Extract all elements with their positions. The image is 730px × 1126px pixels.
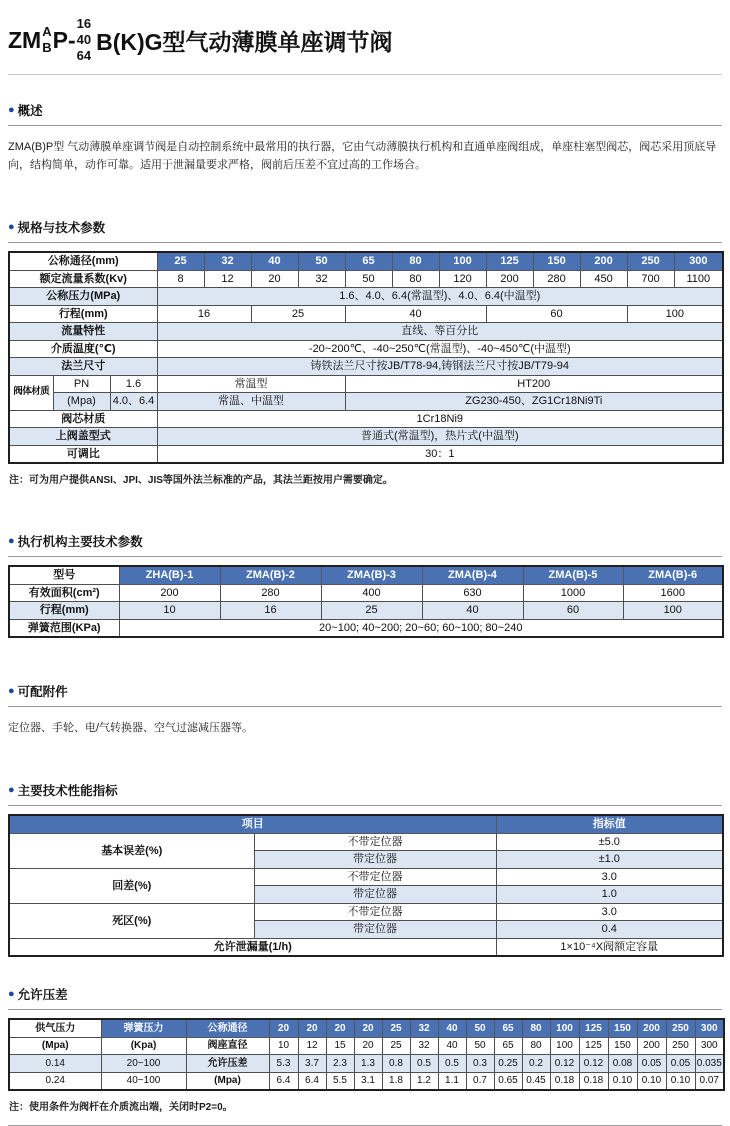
table-row [9, 428, 723, 446]
section-overview [8, 101, 722, 174]
table-cell: 80 [392, 270, 439, 288]
accessories-heading [8, 682, 722, 700]
table-row [9, 270, 723, 288]
table-cell: 带定位器 [254, 886, 496, 904]
bullet-icon: ● [8, 684, 15, 697]
table-cell: 50 [466, 1037, 494, 1055]
table-cell: 0.035 [695, 1055, 724, 1073]
table-cell: 型号 [9, 566, 119, 584]
table-cell: 20 [326, 1019, 354, 1037]
table-row [9, 1037, 724, 1055]
table-cell: 25 [321, 602, 422, 620]
table-cell: 1×10⁻⁴X阀额定容量 [496, 938, 723, 956]
table-cell: 1600 [623, 584, 723, 602]
overview-heading [8, 101, 722, 119]
section-accessories [8, 682, 722, 737]
table-cell: 5.5 [326, 1072, 354, 1090]
table-cell: 20 [354, 1019, 382, 1037]
table-cell: 280 [533, 270, 580, 288]
table-cell: ±5.0 [496, 833, 723, 851]
overview-heading-label: 概述 [17, 104, 43, 118]
table-cell: 0.07 [695, 1072, 724, 1090]
table-cell: 200 [637, 1037, 666, 1055]
table-cell: 带定位器 [254, 851, 496, 869]
table-cell: 额定流量系数(Kv) [9, 270, 157, 288]
table-cell: ZHA(B)-1 [119, 566, 220, 584]
table-cell: 300 [695, 1037, 724, 1055]
table-cell: 铸铁法兰尺寸按JB/T78-94,铸钢法兰尺寸按JB/T79-94 [157, 358, 723, 376]
table-cell: 20 [298, 1019, 326, 1037]
title-ab-b: B [42, 40, 52, 55]
table-cell: 200 [486, 270, 533, 288]
table-cell: 5.3 [269, 1055, 298, 1073]
table-cell: 流量特性 [9, 323, 157, 341]
table-cell: 65 [494, 1019, 522, 1037]
section-divider [8, 1009, 722, 1010]
table-cell: 250 [666, 1037, 695, 1055]
table-row [9, 833, 723, 851]
title-ab-stack [42, 24, 51, 57]
table-cell: 可调比 [9, 445, 157, 463]
table-cell: ZMA(B)-4 [422, 566, 523, 584]
table-cell: ZMA(B)-3 [321, 566, 422, 584]
table-cell: 0.3 [466, 1055, 494, 1073]
table-cell: 400 [321, 584, 422, 602]
bullet-icon: ● [8, 220, 15, 233]
table-cell: 100 [550, 1037, 579, 1055]
table-cell: 3.0 [496, 868, 723, 886]
table-cell: 700 [627, 270, 674, 288]
table-cell: 20 [251, 270, 298, 288]
section-specs [8, 218, 722, 486]
table-cell: 基本误差(%) [9, 833, 254, 868]
table-cell: 200 [637, 1019, 666, 1037]
table-cell: 0.18 [579, 1072, 608, 1090]
table-cell: 12 [204, 270, 251, 288]
table-cell: 有效面积(cm²) [9, 584, 119, 602]
table-cell: 1.1 [438, 1072, 466, 1090]
table-cell: 0.8 [382, 1055, 410, 1073]
table-cell: 1.6、4.0、6.4(常温型)、4.0、6.4(中温型) [157, 288, 723, 306]
table-cell: 允许泄漏量(1/h) [9, 938, 496, 956]
table-row [9, 619, 723, 637]
table-cell: 20~100 [101, 1055, 186, 1073]
table-cell: 普通式(常温型)，热片式(中温型) [157, 428, 723, 446]
table-cell: 80 [522, 1019, 550, 1037]
table-cell: 0.5 [410, 1055, 438, 1073]
accessories-heading-label: 可配附件 [17, 685, 68, 700]
table-row [9, 323, 723, 341]
table-cell: 常温、中温型 [157, 393, 345, 411]
table-cell: 100 [627, 305, 723, 323]
table-row [9, 1019, 724, 1037]
table-row [9, 358, 723, 376]
table-cell: PN [53, 375, 110, 393]
table-cell: 带定位器 [254, 921, 496, 939]
table-cell: 25 [251, 305, 345, 323]
table-cell: 常温型 [157, 375, 345, 393]
title-prefix: ZM [8, 26, 42, 53]
pressure-table [8, 1018, 722, 1091]
table-row [9, 340, 723, 358]
table-cell: (Mpa) [186, 1072, 269, 1090]
table-cell: 630 [422, 584, 523, 602]
pressure-heading-label: 允许压差 [17, 988, 68, 1003]
pressure-note: 注：使用条件为阀杆在介质流出端，关闭时P2=0。 [9, 1102, 233, 1114]
table-cell: 32 [204, 252, 251, 270]
table-cell: 32 [410, 1019, 438, 1037]
table-cell: 死区(%) [9, 903, 254, 938]
section-pressure [8, 985, 722, 1113]
table-cell: 0.05 [666, 1055, 695, 1073]
actuator-heading-label: 执行机构主要技术参数 [17, 535, 143, 550]
table-cell: 20~100; 40~200; 20~60; 60~100; 80~240 [119, 619, 723, 637]
table-cell: 60 [523, 602, 623, 620]
table-row [9, 375, 723, 393]
table-cell: 0.2 [522, 1055, 550, 1073]
table-cell: 280 [220, 584, 321, 602]
table-cell: 不带定位器 [254, 868, 496, 886]
table-cell: 3.7 [298, 1055, 326, 1073]
table-cell: 15 [326, 1037, 354, 1055]
table-row [9, 815, 723, 833]
table-cell: 1.0 [496, 886, 723, 904]
table-cell: 10 [269, 1037, 298, 1055]
table-cell: 20 [354, 1037, 382, 1055]
table-cell: 150 [608, 1037, 637, 1055]
table-cell: 4.0、6.4 [110, 393, 157, 411]
table-cell: 0.08 [608, 1055, 637, 1073]
table-cell: 16 [220, 602, 321, 620]
bullet-icon: ● [8, 987, 15, 1000]
specs-note: 注：可为用户提供ANSI、JPI、JIS等国外法兰标准的产品，其法兰距按用户需要确定。 [9, 475, 393, 487]
table-cell: 0.10 [637, 1072, 666, 1090]
table-cell: 0.7 [466, 1072, 494, 1090]
table-cell: 3.0 [496, 903, 723, 921]
table-cell: 80 [392, 252, 439, 270]
table-cell: 125 [486, 252, 533, 270]
table-cell: (Kpa) [101, 1037, 186, 1055]
table-cell: 40 [438, 1037, 466, 1055]
table-cell: 40 [438, 1019, 466, 1037]
title-ab-a: A [42, 23, 52, 39]
table-cell: 2.3 [326, 1055, 354, 1073]
table-cell: 0.14 [9, 1055, 101, 1073]
table-cell: ZG230-450、ZG1Cr18Ni9Ti [345, 393, 723, 411]
table-row [9, 1072, 724, 1090]
table-cell: 0.18 [550, 1072, 579, 1090]
specs-heading-label: 规格与技术参数 [17, 221, 106, 236]
table-cell: 直线、等百分比 [157, 323, 723, 341]
table-row [9, 445, 723, 463]
table-cell: 1000 [523, 584, 623, 602]
table-cell: 50 [298, 252, 345, 270]
table-cell: 300 [674, 252, 723, 270]
table-row [9, 252, 723, 270]
table-cell: 不带定位器 [254, 833, 496, 851]
section-divider [8, 805, 722, 806]
table-cell: 0.5 [438, 1055, 466, 1073]
table-cell: 回差(%) [9, 868, 254, 903]
table-cell: 供气压力 [9, 1019, 101, 1037]
table-cell: 弹簧压力 [101, 1019, 186, 1037]
table-cell: 30：1 [157, 445, 723, 463]
table-cell: 1Cr18Ni9 [157, 410, 723, 428]
table-cell: 25 [382, 1019, 410, 1037]
table-cell: 介质温度(℃) [9, 340, 157, 358]
table-cell: 250 [627, 252, 674, 270]
section-performance [8, 781, 722, 957]
table-cell: 上阀盖型式 [9, 428, 157, 446]
title-pn-stack [77, 16, 91, 65]
table-cell: 0.25 [494, 1055, 522, 1073]
bullet-icon: ● [8, 783, 15, 796]
table-cell: 公称压力(MPa) [9, 288, 157, 306]
table-cell: 200 [119, 584, 220, 602]
table-cell: 0.65 [494, 1072, 522, 1090]
table-cell: 12 [298, 1037, 326, 1055]
section-divider [8, 242, 722, 243]
table-cell: 16 [157, 305, 251, 323]
specs-heading [8, 218, 722, 236]
table-cell: ZMA(B)-6 [623, 566, 723, 584]
table-cell: 0.4 [496, 921, 723, 939]
table-cell: 20 [269, 1019, 298, 1037]
table-cell: 25 [157, 252, 204, 270]
table-cell: 0.45 [522, 1072, 550, 1090]
performance-heading-label: 主要技术性能指标 [17, 784, 118, 799]
actuator-heading [8, 532, 722, 550]
product-title [8, 12, 722, 68]
table-cell: (Mpa) [53, 393, 110, 411]
section-actuator [8, 532, 722, 638]
performance-heading [8, 781, 722, 799]
table-cell: 0.24 [9, 1072, 101, 1090]
table-cell: -20~200℃、-40~250℃(常温型)、-40~450℃(中温型) [157, 340, 723, 358]
table-cell: 0.10 [666, 1072, 695, 1090]
table-cell: 150 [533, 252, 580, 270]
specs-table [8, 251, 722, 464]
table-cell: 允许压差 [186, 1055, 269, 1073]
section-divider [8, 125, 722, 126]
actuator-table [8, 565, 722, 638]
table-cell: 150 [608, 1019, 637, 1037]
table-cell: 法兰尺寸 [9, 358, 157, 376]
table-cell: 40~100 [101, 1072, 186, 1090]
table-cell: 0.05 [637, 1055, 666, 1073]
table-cell: 300 [695, 1019, 724, 1037]
table-cell: 0.12 [579, 1055, 608, 1073]
table-cell: 120 [439, 270, 486, 288]
overview-paragraph: ZMA(B)P型 气动薄膜单座调节阀是自动控制系统中最常用的执行器，它由气动薄膜执行机构和直通单座阀组成，单座柱塞型阀芯，阀芯采用顶底导向，结构简单，动作可靠。适用于泄漏量要求严格，阀前后压差不宜过高的工作场合。 [8, 141, 717, 172]
table-cell: 450 [580, 270, 627, 288]
table-cell: 行程(mm) [9, 305, 157, 323]
table-cell: 0.10 [608, 1072, 637, 1090]
table-cell: ZMA(B)-5 [523, 566, 623, 584]
table-row [9, 410, 723, 428]
table-row [9, 938, 723, 956]
table-row [9, 602, 723, 620]
table-cell: 行程(mm) [9, 602, 119, 620]
table-row [9, 903, 723, 921]
table-cell: 3.1 [354, 1072, 382, 1090]
table-cell: 指标值 [496, 815, 723, 833]
table-cell: (Mpa) [9, 1037, 101, 1055]
title-pn-16: 16 [76, 15, 92, 31]
table-cell: 100 [550, 1019, 579, 1037]
table-cell: 80 [522, 1037, 550, 1055]
table-cell: 65 [494, 1037, 522, 1055]
performance-table [8, 814, 722, 957]
table-row [9, 566, 723, 584]
table-cell: 8 [157, 270, 204, 288]
table-cell: 不带定位器 [254, 903, 496, 921]
table-cell: 项目 [9, 815, 496, 833]
table-cell: 40 [422, 602, 523, 620]
table-cell: 60 [486, 305, 627, 323]
table-cell: 0.12 [550, 1055, 579, 1073]
table-cell: 100 [623, 602, 723, 620]
table-cell: 弹簧范围(KPa) [9, 619, 119, 637]
table-cell: 公称通径(mm) [9, 252, 157, 270]
section-divider [8, 556, 722, 557]
pressure-heading [8, 985, 722, 1003]
table-cell: HT200 [345, 375, 723, 393]
table-cell: 1.6 [110, 375, 157, 393]
table-cell: 100 [439, 252, 486, 270]
table-cell: 阀芯材质 [9, 410, 157, 428]
table-row [9, 584, 723, 602]
table-row [9, 393, 723, 411]
table-cell: 阀体材质 [9, 375, 53, 410]
table-row [9, 868, 723, 886]
table-row [9, 288, 723, 306]
table-cell: 50 [345, 270, 392, 288]
table-cell: 32 [410, 1037, 438, 1055]
title-pn-64: 64 [76, 48, 92, 64]
bullet-icon: ● [8, 103, 15, 116]
table-cell: 125 [579, 1019, 608, 1037]
table-cell: 公称通径 [186, 1019, 269, 1037]
bullet-icon: ● [8, 534, 15, 547]
table-cell: 32 [298, 270, 345, 288]
table-cell: 200 [580, 252, 627, 270]
table-cell: 25 [382, 1037, 410, 1055]
table-cell: 250 [666, 1019, 695, 1037]
title-divider [8, 74, 722, 75]
title-mid: P- [52, 26, 76, 53]
table-cell: 40 [251, 252, 298, 270]
table-row [9, 1055, 724, 1073]
table-cell: 125 [579, 1037, 608, 1055]
title-pn-40: 40 [76, 31, 92, 47]
table-cell: 6.4 [298, 1072, 326, 1090]
table-cell: ZMA(B)-2 [220, 566, 321, 584]
table-cell: 1.8 [382, 1072, 410, 1090]
table-cell: 40 [345, 305, 486, 323]
table-cell: 50 [466, 1019, 494, 1037]
table-cell: 1100 [674, 270, 723, 288]
table-cell: 10 [119, 602, 220, 620]
accessories-paragraph: 定位器、手轮、电/气转换器、空气过滤减压器等。 [8, 722, 254, 735]
section-divider [8, 706, 722, 707]
table-cell: 65 [345, 252, 392, 270]
title-suffix: B(K)G型气动薄膜单座调节阀 [96, 28, 393, 55]
table-row [9, 305, 723, 323]
table-cell: 1.3 [354, 1055, 382, 1073]
table-cell: 阀座直径 [186, 1037, 269, 1055]
table-cell: 6.4 [269, 1072, 298, 1090]
table-cell: ±1.0 [496, 851, 723, 869]
table-cell: 1.2 [410, 1072, 438, 1090]
